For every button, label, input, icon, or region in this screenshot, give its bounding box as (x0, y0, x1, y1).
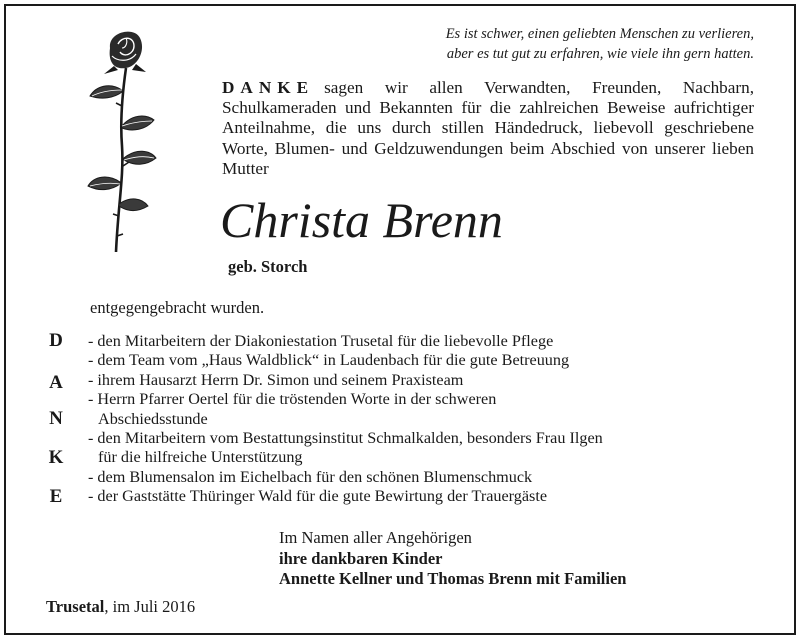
side-letter-k: K (48, 447, 64, 468)
intro-paragraph (222, 78, 754, 179)
thanks-list (88, 332, 603, 507)
list-item: - Herrn Pfarrer Oertel für die tröstenden Worte in der schweren (88, 390, 497, 409)
place-town: Trusetal (46, 597, 105, 616)
received-line: entgegengebracht wurden. (90, 298, 265, 317)
list-item: - den Mitarbeitern der Diakoniestation Trusetal für die liebevolle Pflege (88, 332, 554, 350)
list-item: - dem Team vom „Haus Waldblick“ in Laudenbach für die gute Betreuung (88, 351, 570, 370)
danke-heading: DANKE (222, 78, 315, 97)
side-letter-a: A (49, 372, 63, 393)
list-item: - dem Blumensalon im Eichelbach für den schönen Blumenschmuck (88, 467, 533, 486)
signature-block (279, 528, 626, 590)
motto (334, 24, 754, 64)
signature-line-1: Im Namen aller Angehörigen (279, 528, 472, 547)
motto-line-2: aber es tut gut zu erfahren, wie viele ihn gern hatten. (446, 46, 754, 62)
side-letter-e: E (49, 486, 63, 507)
list-item-continuation: für die hilfreiche Unterstützung (98, 448, 303, 467)
maiden-name: geb. Storch (228, 257, 308, 276)
intro-text: sagen wir allen Verwandten, Freunden, Nachbarn, Schulkameraden und Bekannten für die zahlreichen Beweise aufrichtiger Anteilnahme, die uns durch stillen Händedruck, liebevoll geschriebene Worte, Blumen- und Geldzuwendungen beim Abschied von unserer lieben Mutter (222, 78, 754, 178)
motto-line-1: Es ist schwer, einen geliebten Menschen zu verlieren, (445, 26, 754, 42)
deceased-name: Christa Brenn (220, 192, 503, 248)
place-date-text: , im Juli 2016 (104, 597, 196, 616)
list-item-continuation: Abschiedsstunde (98, 409, 208, 428)
list-item: - den Mitarbeitern vom Bestattungsinstitut Schmalkalden, besonders Frau Ilgen (88, 429, 603, 448)
place-date (46, 597, 195, 617)
signature-line-2: ihre dankbaren Kinder (279, 548, 443, 568)
list-item: - der Gaststätte Thüringer Wald für die gute Bewirtung der Trauergäste (88, 487, 548, 506)
signature-line-3: Annette Kellner und Thomas Brenn mit Familien (279, 569, 627, 588)
side-letter-d: D (49, 330, 63, 351)
rose-icon (82, 26, 160, 254)
side-letter-n: N (49, 408, 63, 429)
list-item: - ihrem Hausarzt Herrn Dr. Simon und seinem Praxisteam (88, 370, 464, 389)
